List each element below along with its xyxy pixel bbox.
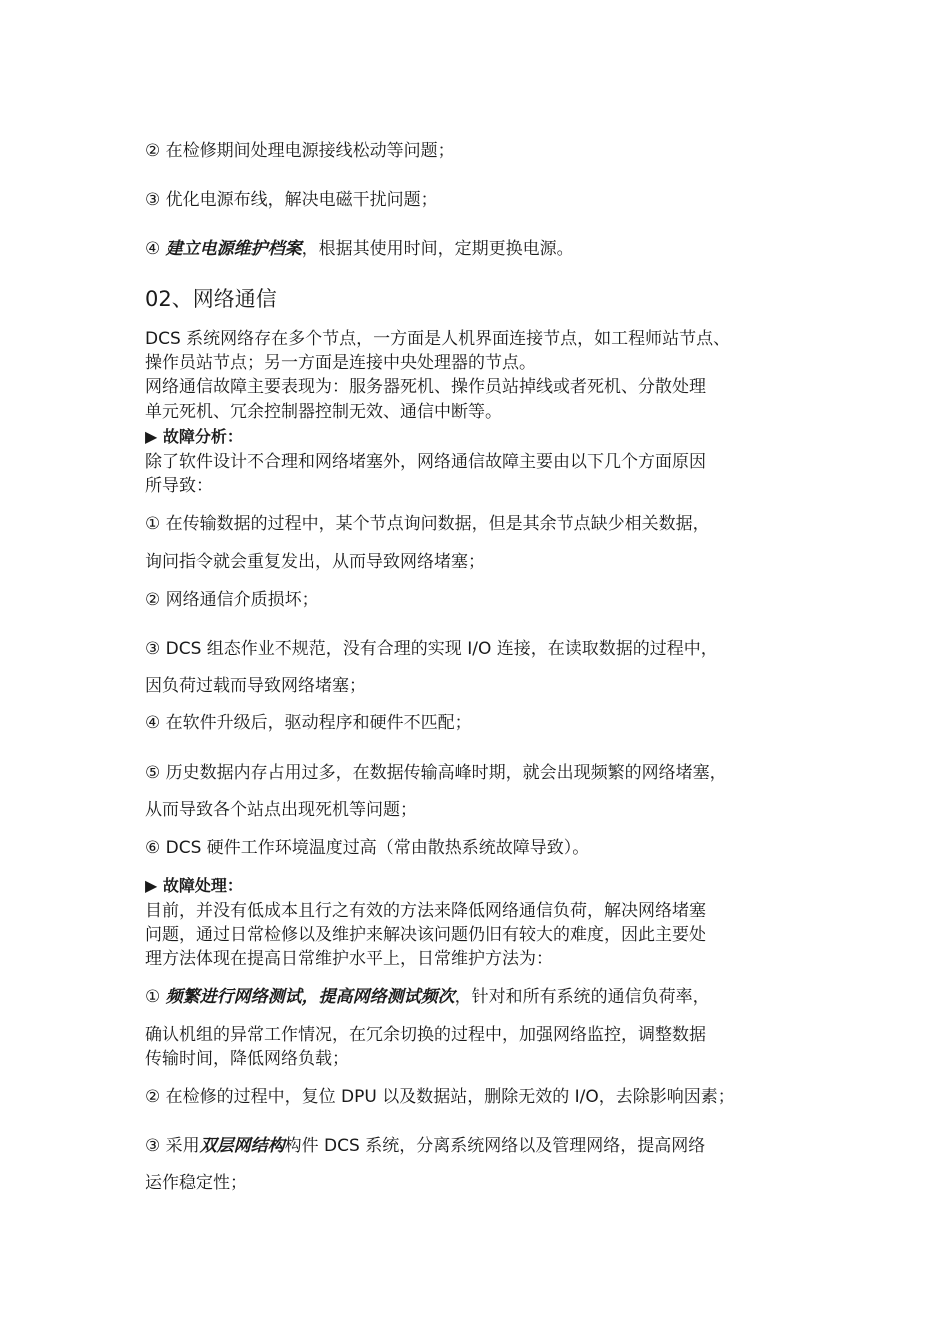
cause-line: 询问指令就会重复发出，从而导致网络堵塞；	[145, 552, 485, 572]
handling-label: ▶ 故障处理：	[145, 876, 243, 895]
intro-line: 单元死机、冗余控制器控制无效、通信中断等。	[145, 402, 502, 422]
power-item-4	[145, 237, 574, 261]
intro-line: 操作员站节点；另一方面是连接中央处理器的节点。	[145, 353, 536, 373]
method-1-prefix: ①	[145, 987, 166, 1007]
handling-intro-line: 理方法体现在提高日常维护水平上，日常维护方法为：	[145, 949, 553, 969]
intro-line: 网络通信故障主要表现为：服务器死机、操作员站掉线或者死机、分散处理	[145, 377, 706, 397]
method-3	[145, 1134, 705, 1158]
method-3-cont: 运作稳定性；	[145, 1173, 247, 1193]
method-1-cont: 传输时间，降低网络负载；	[145, 1049, 349, 1069]
method-3-emphasis: 双层网结构	[199, 1136, 285, 1156]
method-2: ② 在检修的过程中，复位 DPU 以及数据站，删除无效的 I/O，去除影响因素；	[145, 1087, 735, 1107]
cause-line: ① 在传输数据的过程中，某个节点询问数据，但是其余节点缺少相关数据，	[145, 514, 710, 534]
analysis-intro-line: 所导致：	[145, 476, 213, 496]
power-item-4-text: ，根据其使用时间，定期更换电源。	[301, 239, 574, 259]
method-3-prefix: ③ 采用	[145, 1136, 200, 1156]
cause-line: ⑤ 历史数据内存占用过多，在数据传输高峰时期，就会出现频繁的网络堵塞，	[145, 763, 727, 783]
cause-line: 因负荷过载而导致网络堵塞；	[145, 676, 366, 696]
power-item-4-prefix: ④	[145, 239, 166, 259]
intro-line: DCS 系统网络存在多个节点，一方面是人机界面连接节点，如工程师站节点、	[145, 329, 731, 349]
power-item-4-emphasis: 建立电源维护档案	[165, 239, 302, 259]
cause-line: ③ DCS 组态作业不规范，没有合理的实现 I/O 连接，在读取数据的过程中，	[145, 639, 718, 659]
method-3-text: 构件 DCS 系统，分离系统网络以及管理网络，提高网络	[284, 1136, 706, 1156]
method-1-text: ，针对和所有系统的通信负荷率，	[454, 987, 710, 1007]
analysis-label: ▶ 故障分析：	[145, 427, 243, 446]
handling-intro-line: 目前，并没有低成本且行之有效的方法来降低网络通信负荷，解决网络堵塞	[145, 901, 706, 921]
analysis-intro-line: 除了软件设计不合理和网络堵塞外，网络通信故障主要由以下几个方面原因	[145, 452, 706, 472]
cause-line: 从而导致各个站点出现死机等问题；	[145, 800, 417, 820]
power-item-3: ③ 优化电源布线，解决电磁干扰问题；	[145, 190, 438, 210]
method-1	[145, 985, 710, 1009]
method-1-emphasis: 频繁进行网络测试，提高网络测试频次	[165, 987, 455, 1007]
cause-line: ② 网络通信介质损坏；	[145, 590, 319, 610]
cause-line: ④ 在软件升级后，驱动程序和硬件不匹配；	[145, 713, 472, 733]
power-item-2: ② 在检修期间处理电源接线松动等问题；	[145, 141, 455, 161]
section-title: 02、网络通信	[145, 287, 277, 311]
handling-intro-line: 问题，通过日常检修以及维护来解决该问题仍旧有较大的难度，因此主要处	[145, 925, 706, 945]
method-1-cont: 确认机组的异常工作情况，在冗余切换的过程中，加强网络监控，调整数据	[145, 1025, 706, 1045]
cause-line: ⑥ DCS 硬件工作环境温度过高（常由散热系统故障导致）。	[145, 838, 590, 858]
